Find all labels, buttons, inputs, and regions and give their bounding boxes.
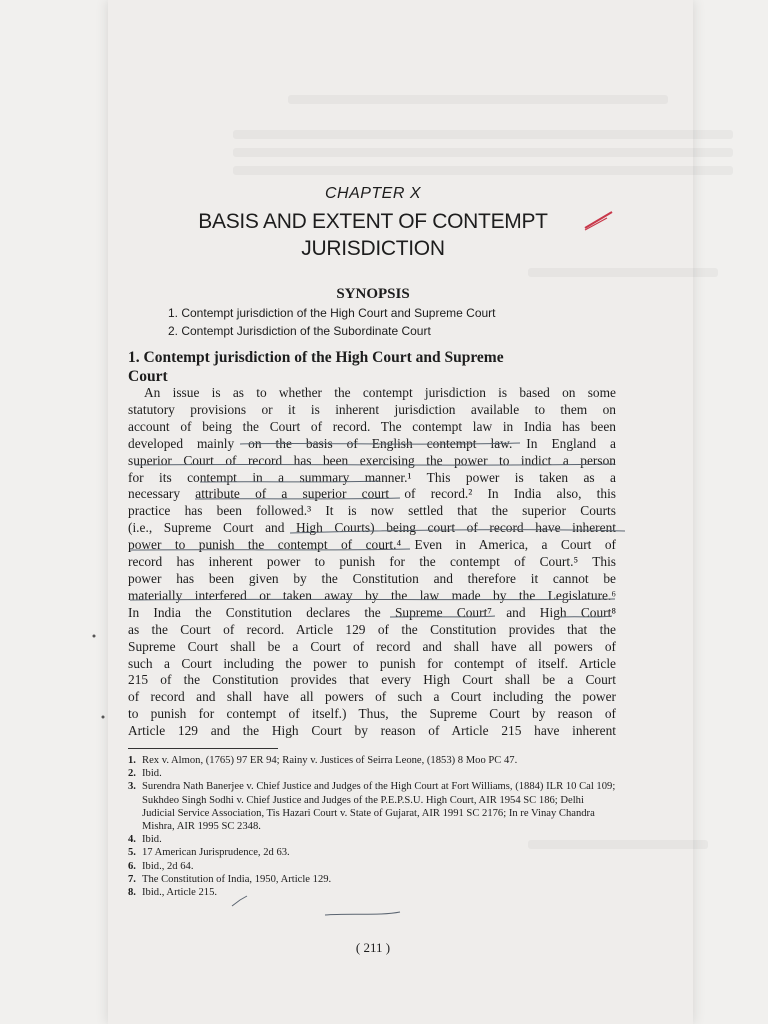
body-line: 215 of the Constitution provides that every High Court shall be a Court xyxy=(128,672,616,688)
body-line: materially interfered or taken away by the law made by the Legislature.⁶ xyxy=(128,587,616,603)
footnote xyxy=(128,780,618,833)
footnote-text: Rex v. Almon, (1765) 97 ER 94; Rainy v. Justices of Seirra Leone, (1853) 8 Moo PC 47. xyxy=(142,755,518,766)
body-line: account of being the Court of record. The contempt law in India has been xyxy=(128,418,616,434)
footnote-text: The Constitution of India, 1950, Article 129. xyxy=(142,873,332,885)
body-line: power to punish the contempt of court.⁴ Even in America, a Court of xyxy=(128,537,616,553)
footnote-divider xyxy=(128,748,278,749)
footnote-number: 1. xyxy=(128,755,136,766)
footnote-text: Surendra Nath Banerjee v. Chief Justice and Judges of the High Court at Fort Williams, (1884) ILR 10 Cal 109; Sukhdeo Singh Sodhi v. Chief Justice and Judges of the P.E.P.S.U. High Court, AIR 1954 SC 186; Delhi Judicial Service Association, Tis Hazari Court v. State of Gujarat, AIR 1991 SC 2176; In re Vinay Chandra Mishra, AIR 1995 SC 2348. xyxy=(142,781,616,833)
body-line: An issue is as to whether the contempt jurisdiction is based on some xyxy=(144,385,616,400)
footnote-number: 4. xyxy=(128,834,136,846)
body-line: developed mainly on the basis of English contempt law. In England a xyxy=(128,435,616,451)
body-line: necessary attribute of a superior court of record.² In India also, this xyxy=(128,486,616,502)
footnote-text: 17 American Jurisprudence, 2d 63. xyxy=(142,847,290,859)
footnote-number: 6. xyxy=(128,860,136,872)
footnote-number: 5. xyxy=(128,847,136,859)
body-line: such a Court including the power to punish for contempt of itself. Article xyxy=(128,655,616,671)
footnote xyxy=(128,886,618,899)
footnote xyxy=(128,873,618,886)
body-line: (i.e., Supreme Court and High Courts) being court of record have inherent xyxy=(128,520,616,536)
body-line: of record and shall have all powers of such a Court including the power xyxy=(128,689,616,705)
section-heading-line: 1. Contempt jurisdiction of the High Court and Supreme xyxy=(128,349,504,366)
footnote xyxy=(128,754,618,767)
footnote-list xyxy=(128,754,618,899)
chapter-title-line: JURISDICTION xyxy=(301,237,445,260)
synopsis-heading: SYNOPSIS xyxy=(336,286,410,302)
footnote xyxy=(128,767,618,780)
body-line: Article 129 and the High Court by reason of Article 215 have inherent xyxy=(128,723,616,739)
footnote-text: Ibid. xyxy=(142,834,162,846)
margin-dot xyxy=(102,716,105,719)
footnote xyxy=(128,833,618,846)
margin-dot xyxy=(93,635,96,638)
bleed-through xyxy=(233,148,733,157)
body-line: superior Court of record has been exercising the power to indict a person xyxy=(128,452,616,468)
bleed-through xyxy=(233,130,733,139)
bleed-through xyxy=(528,268,718,277)
body-line: practice has been followed.³ It is now settled that the superior Courts xyxy=(128,503,616,519)
chapter-label: CHAPTER X xyxy=(324,185,422,202)
body-line: record has inherent power to punish for the contempt of Court.⁵ This xyxy=(128,554,616,570)
footnote xyxy=(128,846,618,859)
synopsis-list xyxy=(168,304,496,340)
bleed-through xyxy=(288,95,668,104)
footnote xyxy=(128,860,618,873)
body-line: Supreme Court shall be a Court of record and shall have all powers of xyxy=(128,638,616,654)
section-heading xyxy=(128,348,618,386)
footnote-number: 8. xyxy=(128,887,136,899)
synopsis-item: 1. Contempt jurisdiction of the High Court and Supreme Court xyxy=(168,306,496,320)
body-paragraph xyxy=(128,385,616,740)
body-line: statutory provisions or it is inherent jurisdiction available to them on xyxy=(128,401,616,417)
chapter-title xyxy=(128,208,618,262)
page-number: ( 211 ) xyxy=(355,940,391,955)
footnote-text: Ibid., Article 215. xyxy=(142,887,218,899)
body-line: to punish for contempt of itself.) Thus, the Supreme Court by reason of xyxy=(128,706,616,722)
synopsis-item: 2. Contempt Jurisdiction of the Subordinate Court xyxy=(168,324,431,338)
footnote-number: 3. xyxy=(128,781,136,793)
body-line: In India the Constitution declares the Supreme Court⁷ and High Court⁸ xyxy=(128,604,616,620)
footnote-text: Ibid. xyxy=(142,768,162,780)
body-line: as the Court of record. Article 129 of the Constitution provides that the xyxy=(128,621,616,637)
section-heading-line: Court xyxy=(128,368,168,385)
footnote-number: 7. xyxy=(128,873,136,885)
body-line: for its contempt in a summary manner.¹ This power is taken as a xyxy=(128,469,616,485)
bleed-through xyxy=(233,166,733,175)
footnote-number: 2. xyxy=(128,768,136,780)
chapter-title-line: BASIS AND EXTENT OF CONTEMPT xyxy=(198,210,548,233)
body-line: power has been given by the Constitution and therefore it cannot be xyxy=(128,570,616,586)
footnote-text: Ibid., 2d 64. xyxy=(142,860,194,872)
